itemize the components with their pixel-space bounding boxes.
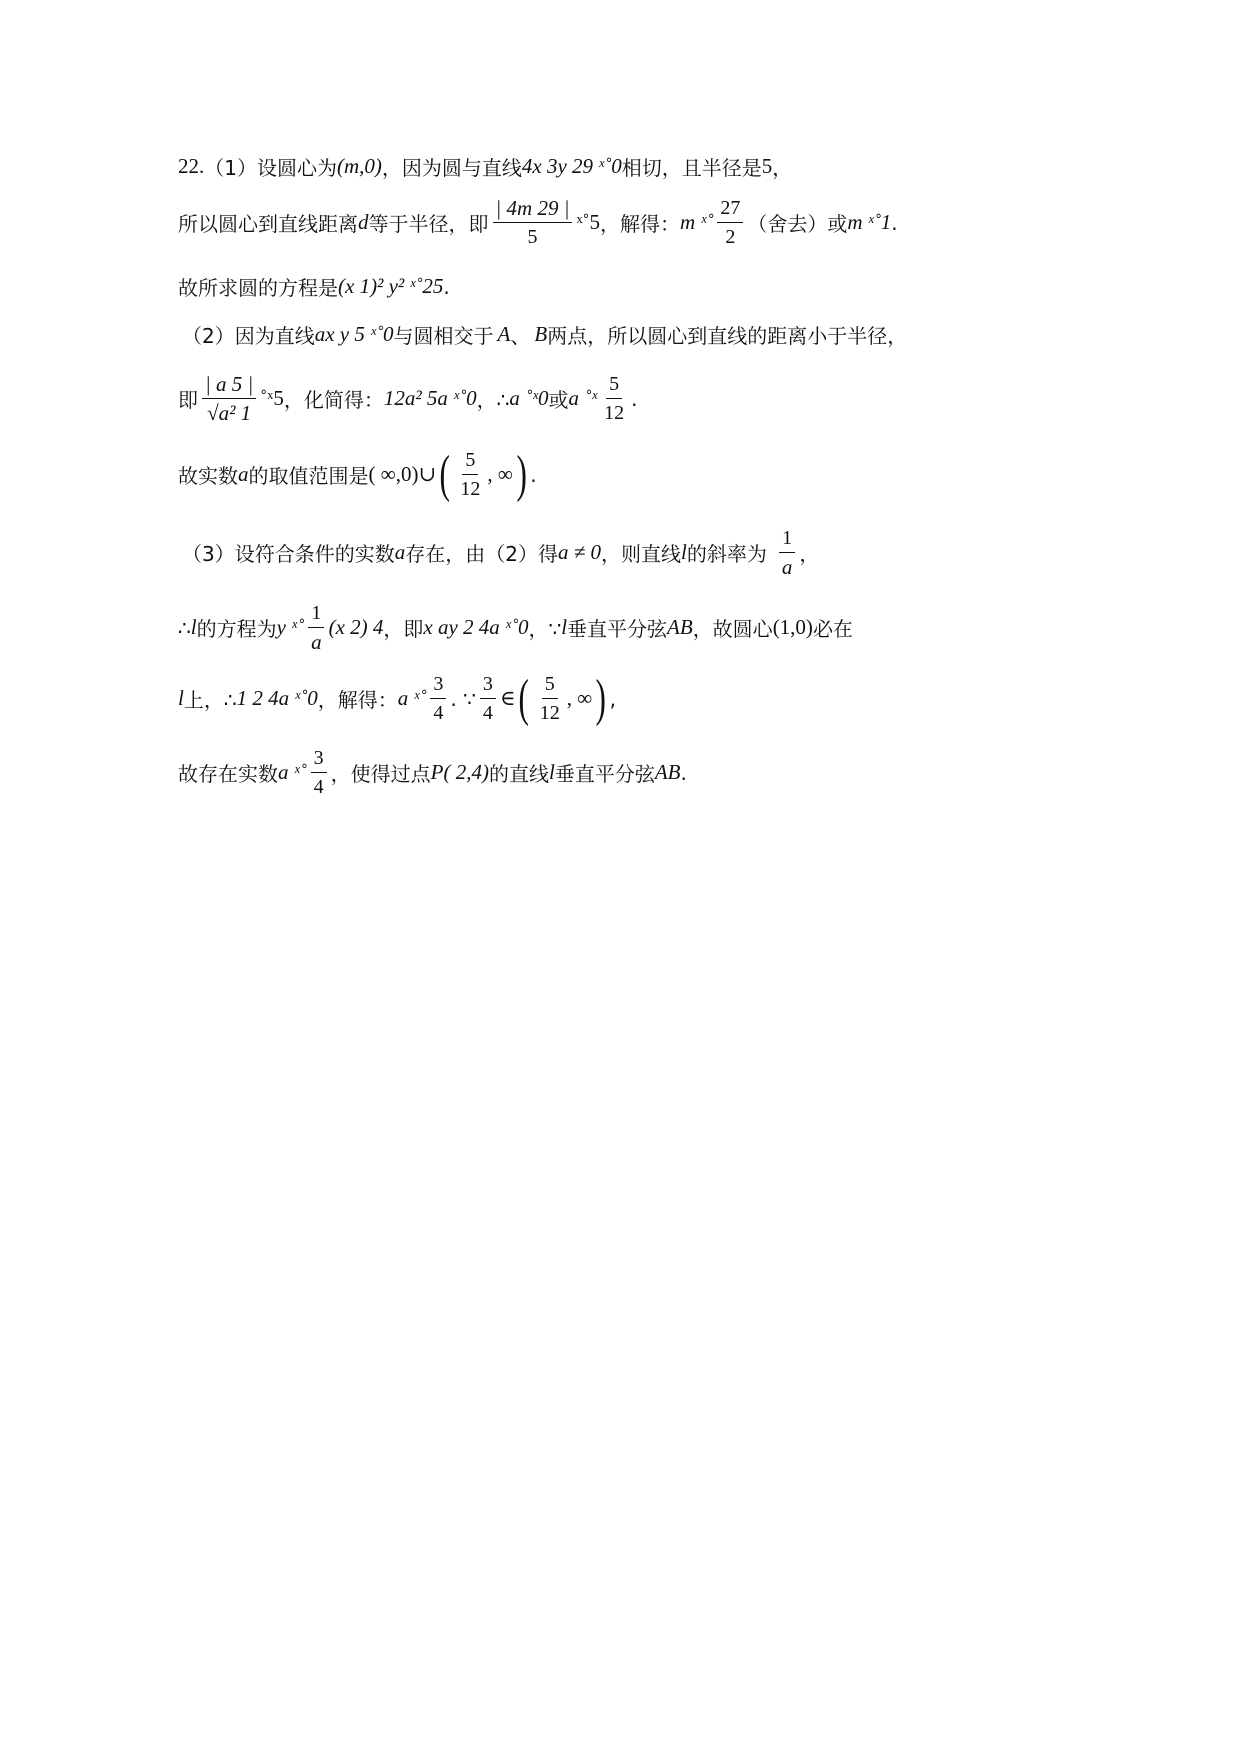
- math: , ∞: [487, 462, 513, 486]
- math: m ˣ˚: [680, 210, 714, 234]
- right-paren: ): [516, 445, 527, 503]
- fraction-numerator: 5: [462, 448, 478, 475]
- text: 上，∴: [183, 688, 237, 712]
- fraction: [311, 746, 327, 799]
- fraction-numerator: 27: [717, 196, 743, 223]
- math: a ˣ˚: [397, 686, 427, 710]
- solution-line-6: [178, 445, 537, 503]
- fraction-denominator: 4: [313, 776, 324, 798]
- solution-line-9: [178, 669, 616, 727]
- text: 垂直平分弦: [567, 617, 668, 641]
- text: （1）设圆心为: [204, 156, 337, 180]
- math: , ∞: [566, 686, 593, 710]
- text: 故所求圆的方程是: [178, 276, 338, 300]
- fraction-numerator: 5: [606, 372, 622, 399]
- math: B: [534, 322, 548, 346]
- text: ，化简得：: [283, 388, 384, 412]
- fraction-denominator: a: [781, 555, 793, 579]
- solution-line-7: [182, 526, 819, 579]
- math: a: [394, 540, 406, 564]
- text: . ∵: [450, 686, 476, 711]
- fraction-numerator: | a 5 |: [202, 372, 256, 399]
- text: ，因为圆与直线: [381, 156, 522, 180]
- math: l: [178, 686, 184, 710]
- problem-number: 22.: [178, 154, 205, 178]
- math: ( ∞,0)∪: [368, 462, 437, 486]
- math: a ˚ˣ0: [509, 386, 549, 410]
- text: 故存在实数: [178, 762, 278, 786]
- math: m ˣ˚1: [847, 210, 892, 234]
- math: l: [190, 615, 197, 639]
- fraction: [601, 372, 627, 425]
- fraction: [430, 672, 446, 725]
- text: 故实数: [178, 464, 238, 488]
- text: ，使得过点: [330, 762, 431, 786]
- text: 两点，所以圆心到直线的距离小于半径，: [547, 324, 908, 348]
- fraction-denominator: 4: [433, 702, 444, 724]
- text: .: [443, 274, 450, 299]
- fraction: [457, 448, 483, 501]
- text: 相切，且半径是: [621, 156, 762, 180]
- math: (1,0): [772, 615, 813, 639]
- text: ，即: [383, 617, 424, 641]
- fraction-denominator: 5: [527, 226, 538, 248]
- fraction: [308, 601, 325, 654]
- text: 所以圆心到直线距离: [178, 212, 358, 236]
- math: a ≠ 0: [557, 540, 601, 564]
- fraction-numerator: 3: [430, 672, 446, 699]
- text: ,: [609, 686, 616, 711]
- math: ∈: [499, 686, 516, 710]
- text: ∴: [178, 615, 191, 640]
- math: 4x 3y 29 ˣ˚0: [521, 154, 622, 178]
- math: A: [497, 322, 511, 346]
- text: .: [530, 462, 537, 487]
- text: 的方程为: [196, 617, 277, 641]
- math: a ˣ˚: [278, 760, 307, 784]
- text: 的直线: [489, 762, 549, 786]
- solution-line-2: [178, 196, 898, 249]
- text: ，解得：: [600, 212, 681, 236]
- text: ，故圆心: [692, 617, 773, 641]
- text: .: [631, 386, 638, 411]
- math: d: [358, 210, 369, 234]
- math: l: [561, 615, 568, 639]
- text: ，解得：: [317, 688, 398, 712]
- solution-line-8: [178, 601, 853, 654]
- text: .: [680, 760, 687, 785]
- fraction-denominator: 2: [725, 226, 736, 248]
- right-paren: ): [595, 669, 607, 727]
- math: (m,0): [336, 154, 382, 178]
- text: ，: [799, 542, 820, 566]
- solution-line-1: [178, 152, 792, 181]
- math: AB: [667, 615, 693, 639]
- math: x ay 2 4a ˣ˚0: [423, 615, 529, 639]
- math: y ˣ˚: [276, 615, 305, 639]
- math: 1 2 4a ˣ˚0: [236, 686, 318, 710]
- math: ax y 5 ˣ˚0: [314, 322, 394, 346]
- fraction-numerator: 1: [779, 526, 795, 553]
- math: P( 2,4): [430, 760, 489, 784]
- math: 12a² 5a ˣ˚0: [383, 386, 477, 410]
- solution-line-3: [178, 272, 450, 301]
- math: (x 2) 4: [328, 615, 384, 639]
- fraction: [202, 372, 256, 425]
- fraction-denominator: 12: [604, 402, 625, 424]
- solution-line-10: [178, 746, 687, 799]
- fraction: [717, 196, 743, 249]
- math: l: [549, 760, 555, 784]
- math: AB: [654, 760, 681, 784]
- fraction-numerator: | 4m 29 |: [493, 196, 573, 223]
- text: 等于半径，即: [368, 212, 489, 236]
- text: （3）设符合条件的实数: [182, 542, 395, 566]
- fraction: [779, 526, 796, 579]
- fraction-numerator: 3: [311, 746, 327, 773]
- fraction-denominator: √a² 1: [207, 401, 252, 425]
- fraction: [493, 196, 573, 249]
- text: 或: [548, 388, 569, 412]
- fraction: [480, 672, 496, 725]
- text: ，∵: [528, 617, 562, 641]
- fraction-denominator: 12: [460, 478, 481, 500]
- text: 即: [178, 388, 198, 412]
- fraction: [537, 672, 563, 725]
- math: ˣ˚5: [576, 210, 601, 234]
- left-paren: (: [518, 669, 530, 727]
- solution-line-4: [182, 320, 907, 349]
- text: 的斜率为: [686, 542, 767, 566]
- text: 的取值范围是: [248, 464, 369, 488]
- left-paren: (: [439, 445, 450, 503]
- solution-line-5: [178, 372, 638, 425]
- text: 必在: [812, 617, 853, 641]
- text: .: [891, 210, 898, 235]
- fraction-numerator: 1: [308, 601, 324, 628]
- text: 与圆相交于: [393, 324, 494, 348]
- text: （2）因为直线: [182, 324, 315, 348]
- math: a ˚ˣ: [568, 386, 598, 410]
- text: ，: [772, 156, 793, 180]
- math: ˚ˣ5: [260, 386, 284, 410]
- fraction-numerator: 3: [480, 672, 496, 699]
- fraction-denominator: 12: [539, 702, 560, 724]
- text: 存在，由（2）得: [405, 542, 558, 566]
- text: ，则直线: [601, 542, 681, 566]
- fraction-numerator: 5: [542, 672, 558, 699]
- text: （舍去）或: [747, 212, 848, 236]
- math: l: [681, 540, 687, 564]
- text: 、: [510, 324, 531, 348]
- fraction-denominator: 4: [482, 702, 493, 724]
- text: ，∴: [476, 388, 510, 412]
- fraction-denominator: a: [311, 630, 322, 654]
- math: 5: [761, 154, 773, 178]
- math: a: [238, 462, 249, 486]
- math: (x 1)² y² ˣ˚25: [338, 274, 444, 298]
- text: 垂直平分弦: [554, 762, 655, 786]
